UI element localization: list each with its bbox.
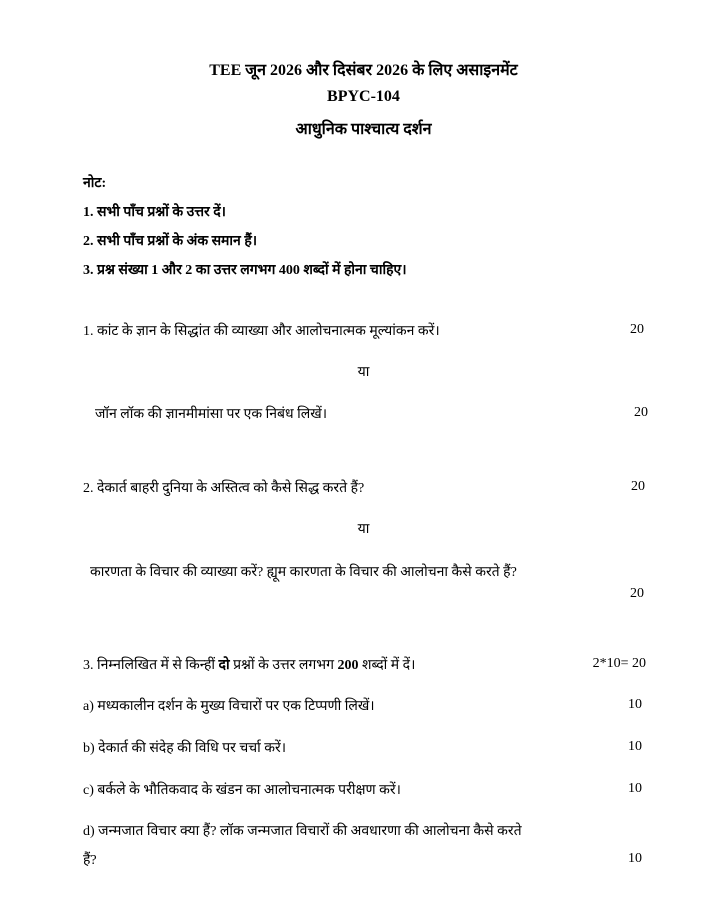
question-3d-text: d) जन्मजात विचार क्या हैं? लॉक जन्मजात विचारों की अवधारणा की आलोचना कैसे करते xyxy=(83,824,522,839)
question-3b-text: b) देकार्त की संदेह की विधि पर चर्चा करें। xyxy=(83,741,287,756)
note-item-3: 3. प्रश्न संख्या 1 और 2 का उत्तर लगभग 400 शब्दों में होना चाहिए। xyxy=(83,263,407,278)
question-2-alt-marks: 20 xyxy=(630,586,644,601)
question-3d-text-cont: हैं? xyxy=(83,853,97,868)
question-3-text xyxy=(83,655,415,674)
question-3-word-count: 200 xyxy=(337,658,359,673)
question-1-marks: 20 xyxy=(630,322,644,337)
question-3a-text: a) मध्यकालीन दर्शन के मुख्य विचारों पर एक टिप्पणी लिखें। xyxy=(83,699,375,714)
question-2-alt-text: कारणता के विचार की व्याख्या करें? ह्यूम कारणता के विचार की आलोचना कैसे करते हैं? xyxy=(90,565,517,580)
question-1-or: या xyxy=(357,365,370,380)
question-3c-text: c) बर्कले के भौतिकवाद के खंडन का आलोचनात्मक परीक्षण करें। xyxy=(83,783,401,798)
question-3d-marks: 10 xyxy=(628,851,642,866)
question-3-text-mid: प्रश्नों के उत्तर लगभग xyxy=(229,658,338,673)
note-item-1: 1. सभी पाँच प्रश्नों के उत्तर दें। xyxy=(83,205,226,220)
question-3-count: दो xyxy=(218,658,230,673)
question-3a-marks: 10 xyxy=(628,697,642,712)
question-3-text-post: शब्दों में दें। xyxy=(358,658,416,673)
question-3c-marks: 10 xyxy=(628,781,642,796)
question-3-text-pre: 3. निम्नलिखित में से किन्हीं xyxy=(83,658,219,673)
question-2-or: या xyxy=(357,522,370,537)
question-2-marks: 20 xyxy=(631,479,645,494)
question-2-text: 2. देकार्त बाहरी दुनिया के अस्तित्व को कैसे सिद्ध करते हैं? xyxy=(83,481,365,496)
notes-heading: नोट: xyxy=(83,176,107,191)
question-1-alt-text: जॉन लॉक की ज्ञानमीमांसा पर एक निबंध लिखें। xyxy=(95,407,328,422)
note-item-2: 2. सभी पाँच प्रश्नों के अंक समान हैं। xyxy=(83,234,258,249)
question-3b-marks: 10 xyxy=(628,739,642,754)
question-1-text: 1. कांट के ज्ञान के सिद्धांत की व्याख्या और आलोचनात्मक मूल्यांकन करें। xyxy=(83,324,440,339)
assignment-title: TEE जून 2026 और दिसंबर 2026 के लिए असाइनमेंट xyxy=(209,62,518,79)
course-title: आधुनिक पाश्चात्य दर्शन xyxy=(295,121,432,138)
question-3-marks: 2*10= 20 xyxy=(592,656,646,671)
course-code: BPYC-104 xyxy=(327,88,400,105)
question-1-alt-marks: 20 xyxy=(634,405,648,420)
